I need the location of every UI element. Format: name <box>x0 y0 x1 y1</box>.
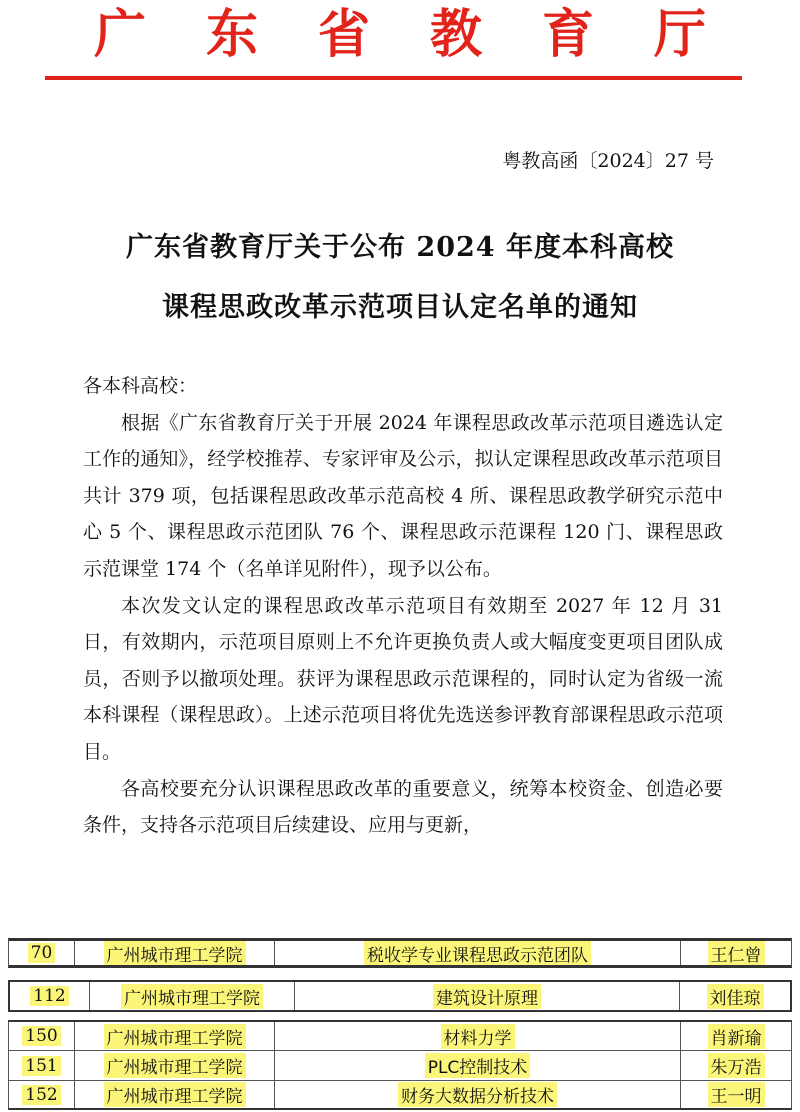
row-project: PLC控制技术 <box>425 1053 531 1078</box>
salutation: 各本科高校： <box>83 375 198 397</box>
row-number: 70 <box>28 943 56 963</box>
paragraph: 本次发文认定的课程思政改革示范项目有效期至 2027 年 12 月 31 日，有效期内，示范项目原则上不允许更换负责人或大幅度变更项目团队成员，否则予以撤项处理。获评为课程思政示范课程的，同时认定为省级一流本科课程（课程思政）。上述示范项目将优先选送参评教育部课程思政示范项目。 <box>83 594 723 763</box>
row-project: 税收学专业课程思政示范团队 <box>364 941 591 965</box>
row-project: 建筑设计原理 <box>433 984 541 1009</box>
row-school: 广州城市理工学院 <box>104 1053 246 1078</box>
document-title-line-2: 课程思政改革示范项目认定名单的通知 <box>162 292 638 323</box>
table-row <box>8 938 792 968</box>
table-row <box>8 1050 792 1080</box>
letterhead <box>0 0 800 70</box>
table-row <box>8 980 792 1012</box>
row-number: 112 <box>30 986 68 1006</box>
row-leader: 王一明 <box>708 1082 765 1107</box>
document-number: 粤教高函〔2024〕27 号 <box>502 150 714 172</box>
row-leader: 肖新瑜 <box>708 1024 765 1049</box>
row-school: 广州城市理工学院 <box>121 984 263 1009</box>
table-row <box>8 1020 792 1050</box>
row-leader: 刘佳琼 <box>707 984 764 1009</box>
row-number: 151 <box>22 1056 60 1076</box>
row-leader: 王仁曾 <box>708 941 765 965</box>
paragraph: 根据《广东省教育厅关于开展 2024 年课程思政改革示范项目遴选认定工作的通知》，经学校推荐、专家评审及公示，拟认定课程思政改革示范项目共计 379 项，包括课程思政改革示范高校 4 所、课程思政教学研究示范中心 5 个、课程思政示范团队 76 个、课程思政示范课程 120 门、课程思政示范课堂 174 个（名单详见附件），现予以公布。 <box>83 411 723 580</box>
table-row <box>8 1080 792 1110</box>
document-title-line-1: 广东省教育厅关于公布 2024 年度本科高校 <box>126 232 674 263</box>
document-body <box>83 368 723 844</box>
org-name: 广东省教育厅 <box>93 4 766 65</box>
row-project: 财务大数据分析技术 <box>398 1082 557 1107</box>
row-school: 广州城市理工学院 <box>104 941 246 965</box>
row-school: 广州城市理工学院 <box>104 1024 246 1049</box>
row-school: 广州城市理工学院 <box>104 1082 246 1107</box>
row-project: 材料力学 <box>441 1024 515 1049</box>
row-number: 150 <box>22 1026 60 1046</box>
paragraph: 各高校要充分认识课程思政改革的重要意义，统筹本校资金、创造必要条件，支持各示范项目后续建设、应用与更新， <box>83 777 723 837</box>
letterhead-divider <box>45 76 742 80</box>
row-number: 152 <box>22 1085 60 1105</box>
row-leader: 朱万浩 <box>708 1053 765 1078</box>
